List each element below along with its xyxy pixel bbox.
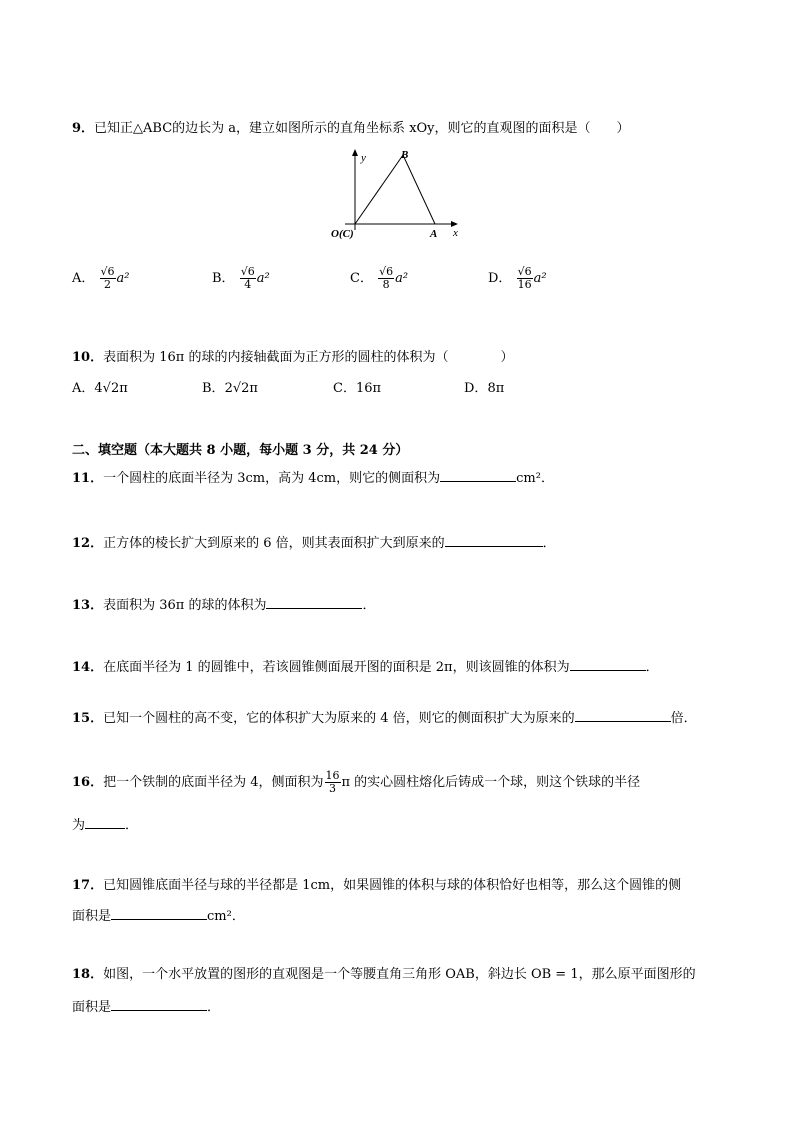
q9-stem: [72, 120, 630, 138]
q12-number: 12．: [72, 536, 104, 551]
q18-line1: [72, 966, 696, 984]
option-letter: B．: [202, 381, 225, 396]
option-letter: C．: [333, 381, 356, 396]
q18-number: 18．: [72, 967, 104, 982]
q17-unit: cm²．: [207, 909, 245, 924]
option-fraction: $\frac{√6}{4}$: [240, 265, 255, 291]
q12-text: 正方体的棱长扩大到原来的 6 倍，则其表面积扩大到原来的: [103, 536, 445, 551]
q11: [72, 468, 554, 488]
q9-option-b[interactable]: [212, 266, 270, 291]
q17-line1: [72, 877, 681, 895]
q15-end: 倍．: [670, 711, 697, 726]
q11-text: 一个圆柱的底面半径为 3cm，高为 4cm，则它的侧面积为: [103, 471, 441, 486]
q10-option-d[interactable]: [464, 380, 504, 398]
q9-option-a[interactable]: [72, 266, 130, 291]
option-fraction: $\frac{√6}{16}$: [517, 265, 532, 291]
option-tail: a²: [533, 271, 547, 286]
q16-line2-text: 为: [72, 818, 86, 833]
option-letter: B．: [212, 271, 235, 286]
q11-number: 11．: [72, 471, 104, 486]
q17-line2-text: 面积是: [72, 909, 112, 924]
q15-answer-blank[interactable]: [575, 708, 671, 722]
fig-x-label: x: [453, 227, 458, 239]
option-value: 16π: [355, 381, 382, 396]
section-heading: 二、填空题（本大题共 8 小题，每小题 3 分，共 24 分）: [72, 443, 409, 458]
q13: [72, 595, 375, 615]
option-value: 4√2π: [94, 381, 128, 396]
q18-line2-text: 面积是: [72, 1000, 112, 1015]
option-fraction: $\frac{√6}{2}$: [100, 265, 115, 291]
option-fraction: $\frac{√6}{8}$: [379, 265, 394, 291]
q16-text: 把一个铁制的底面半径为 4，侧面积为: [103, 775, 324, 790]
q13-text: 表面积为 36π 的球的体积为: [103, 598, 267, 613]
option-tail: a²: [116, 271, 130, 286]
q16-line1: [72, 770, 640, 795]
q12-end: ．: [542, 536, 556, 551]
option-letter: A．: [72, 271, 95, 286]
q16-end: ．: [125, 818, 139, 833]
q10-number: 10．: [72, 350, 104, 365]
q17-line2: [72, 906, 245, 926]
q9-text: 已知正△ABC的边长为 a，建立如图所示的直角坐标系 xOy，则它的直观图的面积是（ ）: [94, 121, 630, 136]
fig-o-label: O(C): [331, 228, 354, 240]
option-value: 8π: [487, 381, 505, 396]
q10-stem: [72, 349, 513, 367]
q9-figure: [325, 145, 475, 245]
q13-number: 13．: [72, 598, 104, 613]
q12: [72, 533, 556, 553]
q9-option-d[interactable]: [488, 266, 547, 291]
option-letter: A．: [72, 381, 95, 396]
q18-text: 如图，一个水平放置的图形的直观图是一个等腰直角三角形 OAB，斜边长 OB = 1，那么原平面图形的: [103, 967, 696, 982]
q14-end: ．: [645, 660, 659, 675]
fig-b-label: B: [401, 149, 409, 161]
q9-option-c[interactable]: [350, 266, 408, 291]
q17-number: 17．: [72, 878, 104, 893]
q16-fraction: $\frac{16}{3}$: [325, 769, 340, 795]
q14-text: 在底面半径为 1 的圆锥中，若该圆锥侧面展开图的面积是 2π，则该圆锥的体积为: [103, 660, 570, 675]
q14-answer-blank[interactable]: [570, 657, 646, 671]
q15-number: 15．: [72, 711, 104, 726]
q10-text: 表面积为 16π 的球的内接轴截面为正方形的圆柱的体积为（ ）: [103, 350, 514, 365]
q9-number: 9．: [72, 121, 95, 136]
option-value: 2√2π: [224, 381, 258, 396]
q10-option-b[interactable]: [202, 380, 258, 398]
q17-text: 已知圆锥底面半径与球的半径都是 1cm，如果圆锥的体积与球的体积恰好也相等，那么这个圆锥的侧: [103, 878, 682, 893]
fig-y-label: y: [361, 152, 366, 164]
q14: [72, 657, 659, 677]
q16-number: 16．: [72, 775, 104, 790]
option-letter: D．: [464, 381, 488, 396]
q15-text: 已知一个圆柱的高不变，它的体积扩大为原来的 4 倍，则它的侧面积扩大为原来的: [103, 711, 575, 726]
option-tail: a²: [256, 271, 270, 286]
q18-answer-blank[interactable]: [111, 997, 207, 1011]
q11-unit: cm²．: [516, 471, 554, 486]
q13-end: ．: [362, 598, 376, 613]
q18-end: ．: [207, 1000, 221, 1015]
q16-text-rest: π 的实心圆柱熔化后铸成一个球，则这个铁球的半径: [341, 775, 641, 790]
option-letter: C．: [350, 271, 373, 286]
q12-answer-blank[interactable]: [445, 533, 543, 547]
q16-answer-blank[interactable]: [85, 815, 125, 829]
q17-answer-blank[interactable]: [111, 906, 207, 920]
fig-a-label: A: [430, 228, 438, 240]
q18-line2: [72, 997, 220, 1017]
q14-number: 14．: [72, 660, 104, 675]
q10-option-a[interactable]: [72, 380, 128, 398]
option-tail: a²: [395, 271, 409, 286]
q13-answer-blank[interactable]: [266, 595, 362, 609]
q15: [72, 708, 697, 728]
q11-answer-blank[interactable]: [440, 468, 516, 482]
option-letter: D．: [488, 271, 512, 286]
q16-line2: [72, 815, 138, 835]
q10-option-c[interactable]: [333, 380, 381, 398]
